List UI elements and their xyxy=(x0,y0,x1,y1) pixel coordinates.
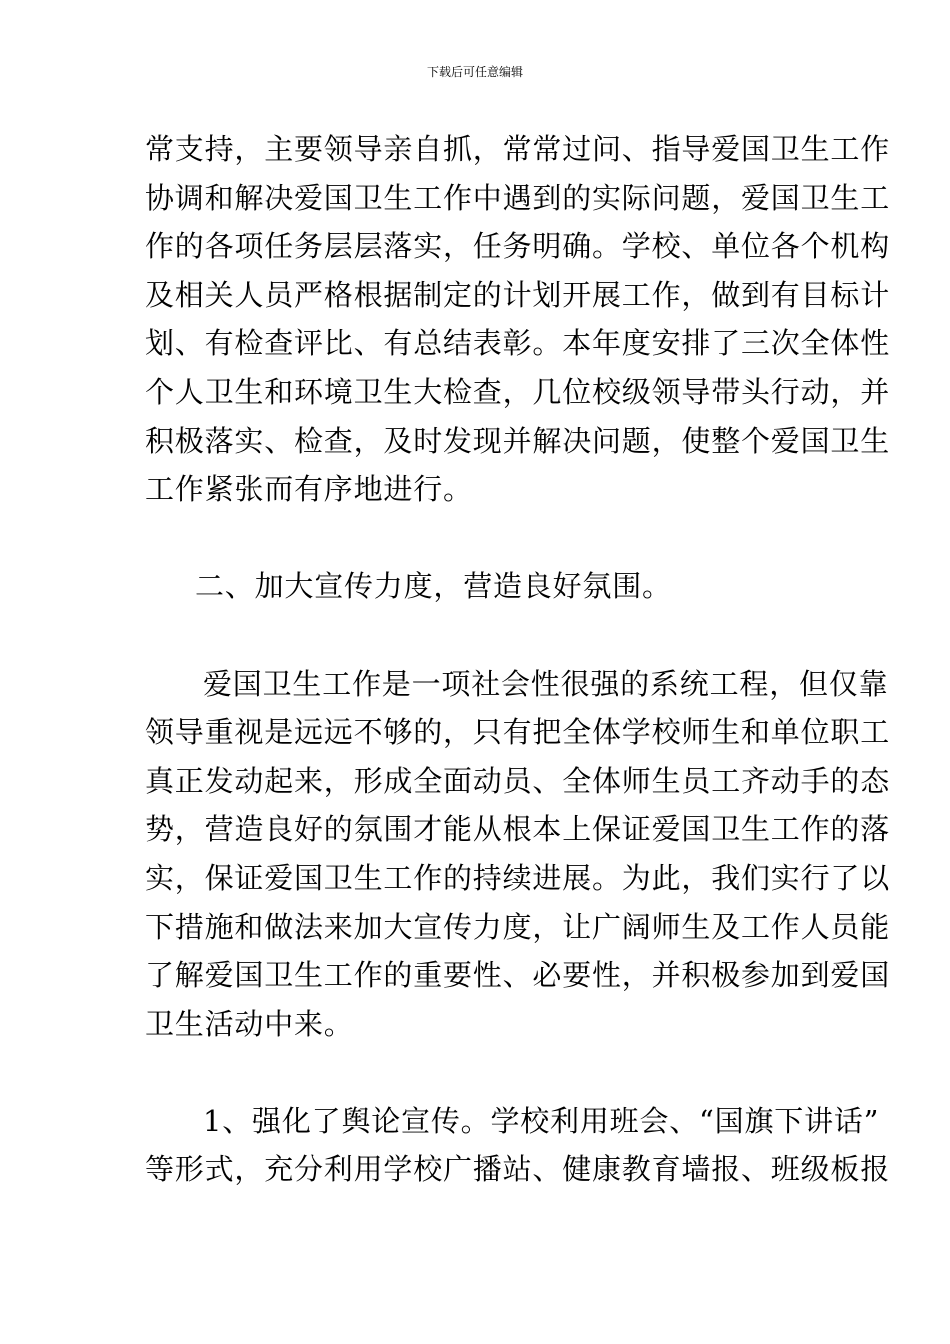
paragraph-gap xyxy=(145,1048,807,1097)
text-line: 作的各项任务层层落实，任务明确。学校、单位各个机构 xyxy=(145,229,891,264)
page-header: 下载后可任意编辑 xyxy=(426,65,523,79)
paragraph-gap xyxy=(145,514,807,563)
text-line: 下措施和做法来加大宣传力度，让广阔师生及工作人员能 xyxy=(145,909,891,944)
text-line: 等形式，充分利用学校广播站、健康教育墙报、班级板报 xyxy=(145,1152,891,1187)
text-line: 领导重视是远远不够的，只有把全体学校师生和单位职工 xyxy=(145,715,891,750)
text-line: 了解爱国卫生工作的重要性、必要性，并积极参加到爱国 xyxy=(145,958,891,993)
text-line: 积极落实、检查，及时发现并解决问题，使整个爱国卫生 xyxy=(145,423,891,458)
section-heading xyxy=(145,562,807,611)
paragraph-measure-1 xyxy=(145,1097,891,1194)
text-line: 真正发动起来，形成全面动员、全体师生员工齐动手的态 xyxy=(145,763,891,798)
text-line: 个人卫生和环境卫生大检查，几位校级领导带头行动，并 xyxy=(145,374,891,409)
text-line: 1、强化了舆论宣传。学校利用班会、“国旗下讲话” xyxy=(203,1103,880,1138)
paragraph-leadership xyxy=(145,125,891,514)
text-line: 工作紧张而有序地进行。 xyxy=(145,472,473,507)
text-line: 卫生活动中来。 xyxy=(145,1006,354,1041)
document-body xyxy=(145,125,891,1194)
text-line: 常支持，主要领导亲自抓，常常过问、指导爱国卫生工作 xyxy=(145,132,891,166)
text-line: 及相关人员严格根据制定的计划开展工作，做到有目标计 xyxy=(145,277,891,312)
text-line: 实，保证爱国卫生工作的持续进展。为此，我们实行了以 xyxy=(145,860,891,895)
text-line: 爱国卫生工作是一项社会性很强的系统工程，但仅靠 xyxy=(203,666,889,701)
paragraph-gap xyxy=(145,611,807,660)
text-line: 协调和解决爱国卫生工作中遇到的实际问题，爱国卫生工 xyxy=(145,180,891,215)
text-line: 划、有检查评比、有总结表彰。本年度安排了三次全体性 xyxy=(145,326,891,361)
heading-line: 二、加大宣传力度，营造良好氛围。 xyxy=(195,569,672,604)
text-line: 势，营造良好的氛围才能从根本上保证爱国卫生工作的落 xyxy=(145,812,891,847)
paragraph-publicity xyxy=(145,660,891,1049)
